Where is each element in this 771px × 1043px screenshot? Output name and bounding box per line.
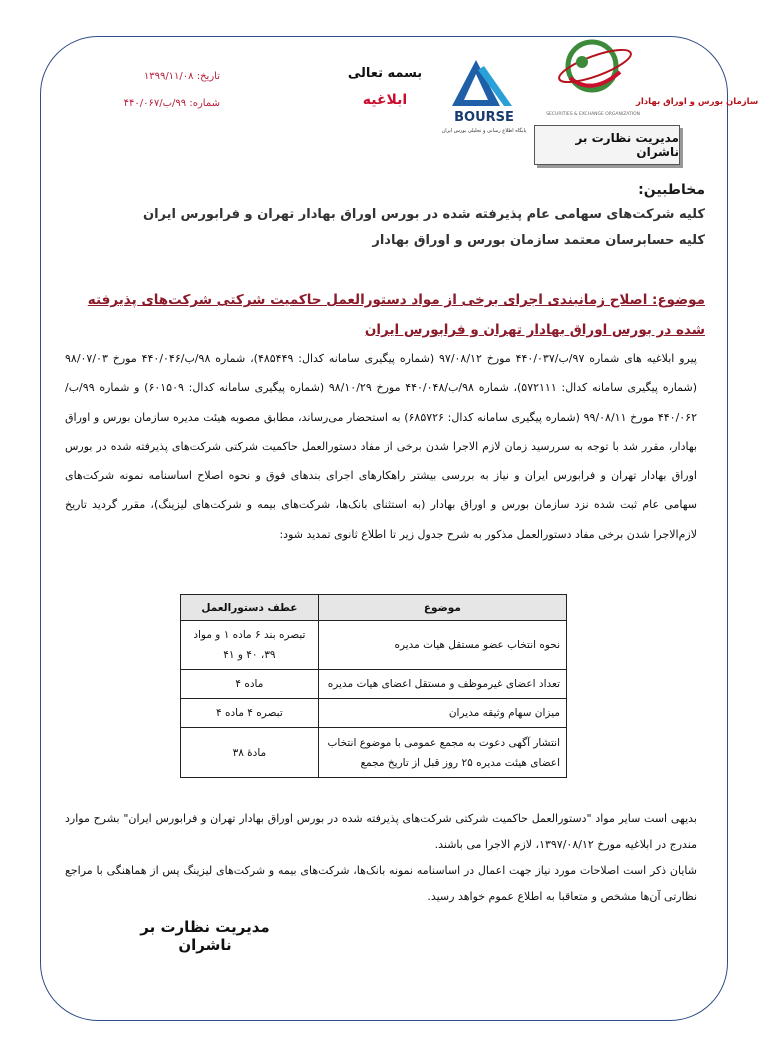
table-cell-topic: میزان سهام وثیقه مدیران: [318, 699, 566, 728]
department-box: مدیریت نظارت بر ناشران: [534, 125, 680, 165]
table-header-reference: عطف دستورالعمل: [181, 595, 319, 621]
bourse-logo: [432, 56, 536, 136]
bourse-logo-subtext: پایگاه اطلاع رسانی و تحلیلی بورس ایران: [441, 128, 527, 134]
table-row: [181, 699, 567, 728]
sazman-logo: [540, 36, 759, 118]
recipients-section: [65, 182, 705, 259]
announcement-type-label: ابلاغیه: [362, 92, 408, 108]
subject-heading: [65, 285, 705, 345]
subject-text: موضوع: اصلاح زمانبندی اجرای برخی از مواد دستورالعمل حاکمیت شرکتی شرکت‌های پذیرفته شده در بورس اوراق بهادار تهران و فرابورس ایران: [87, 292, 705, 338]
table-cell-topic: تعداد اعضای غیرموظف و مستقل اعضای هیات مدیره: [318, 670, 566, 699]
table-cell-reference: تبصره ۴ ماده ۴: [181, 699, 319, 728]
schedule-table: [180, 594, 567, 778]
date-line: تاریخ: ۱۳۹۹/۱۱/۰۸: [143, 71, 220, 82]
body-paragraph: پیرو ابلاغیه های شماره ۹۷/ب/۴۴۰/۰۳۷ مورخ ۹۷/۰۸/۱۲ (شماره پیگیری سامانه کدال: ۴۸۵۴۴۹)، شماره ۹۸/ب/۴۴۰/۰۴۶ مورخ ۹۸/۰۷/۰۳ (شماره پیگیری سامانه کدال: ۵۷۲۱۱۱)، شماره ۹۸/ب/۴۴۰/۰۴۸ مورخ ۹۸/۱۰/۲۹ (شماره پیگیری سامانه کدال: ۶۰۱۵۰۹) و شماره ۹۹/ب/۴۴۰/۰۶۲ مورخ ۹۹/۰۸/۱۱ (شماره پیگیری سامانه کدال: ۶۸۵۷۲۶) به استحضار می‌رساند، مطابق مصوبه هیئت مدیره سازمان بورس و اوراق بهادار، مقرر شد با توجه به سررسید زمان لازم الاجرا شدن برخی از مفاد دستورالعمل حاکمیت شرکتی شرکت‌های پذیرفته شده در بورس اوراق بهادار تهران و فرابورس ایران و نیاز به بررسی بیشتر راهکارهای اجرای بندهای فوق و نحوه اصلاح اساسنامه نمونه شرکت‌های سهامی عام ثبت شده نزد سازمان بورس و اوراق بهادار (به استثنای بانک‌ها، شرکت‌های بیمه و شرکت‌های لیزینگ)، مقرر گردید تاریخ لازم‌الاجرا شدن برخی مفاد دستورالعمل مذکور به شرح جدول زیر تا اطلاع ثانوی تمدید شود:: [65, 352, 697, 541]
recipients-label: مخاطبین:: [638, 182, 705, 198]
bismillah-heading: بسمه تعالی: [347, 66, 423, 81]
sazman-logo-text: سازمان بورس و اوراق بهادار: [636, 97, 759, 107]
closing-paragraph: بدیهی است سایر مواد "دستورالعمل حاکمیت شرکتی شرکت‌های پذیرفته شده در بورس اوراق بهادار تهران و فرابورس ایران" بشرح موارد مندرج در ابلاغیه مورخ ۱۳۹۷/۰۸/۱۲، لازم الاجرا می باشند.: [65, 812, 697, 851]
table-cell-reference: مادهٔ ۳۸: [181, 728, 319, 778]
table-cell-reference: تبصره بند ۶ ماده ۱ و مواد ۳۹، ۴۰ و ۴۱: [181, 621, 319, 670]
table-cell-reference: ماده ۴: [181, 670, 319, 699]
table-row: [181, 621, 567, 670]
closing-paragraph: شایان ذکر است اصلاحات مورد نیاز جهت اعمال در اساسنامه نمونه بانک‌ها، شرکت‌های بیمه و شرکت‌های لیزینگ پس از هماهنگی با مراجع نظارتی آن‌ها مشخص و متعاقبا به اطلاع عموم خواهد رسید.: [65, 864, 697, 903]
table-header-topic: موضوع: [318, 595, 566, 621]
signature: مدیریت نظارت بر ناشران: [140, 918, 270, 954]
table-row: [181, 728, 567, 778]
table-row: [181, 670, 567, 699]
table-cell-topic: انتشار آگهی دعوت به مجمع عمومی با موضوع انتخاب اعضای هیئت مدیره ۲۵ روز قبل از تاریخ مجمع: [318, 728, 566, 778]
bourse-logo-text: BOURSE: [454, 110, 514, 125]
table-header-row: [181, 595, 567, 621]
table-cell-topic: نحوه انتخاب عضو مستقل هیات مدیره: [318, 621, 566, 670]
recipient-line: کلیه حسابرسان معتمد سازمان بورس و اوراق بهادار: [372, 233, 705, 248]
closing-section: [65, 806, 697, 910]
recipient-line: کلیه شرکت‌های سهامی عام پذیرفته شده در بورس اوراق بهادار تهران و فرابورس ایران: [143, 207, 705, 222]
number-line: شماره: ۹۹/ب/۴۴۰/۰۶۷: [123, 98, 220, 109]
sazman-logo-subtext: SECURITIES & EXCHANGE ORGANIZATION: [546, 112, 640, 117]
